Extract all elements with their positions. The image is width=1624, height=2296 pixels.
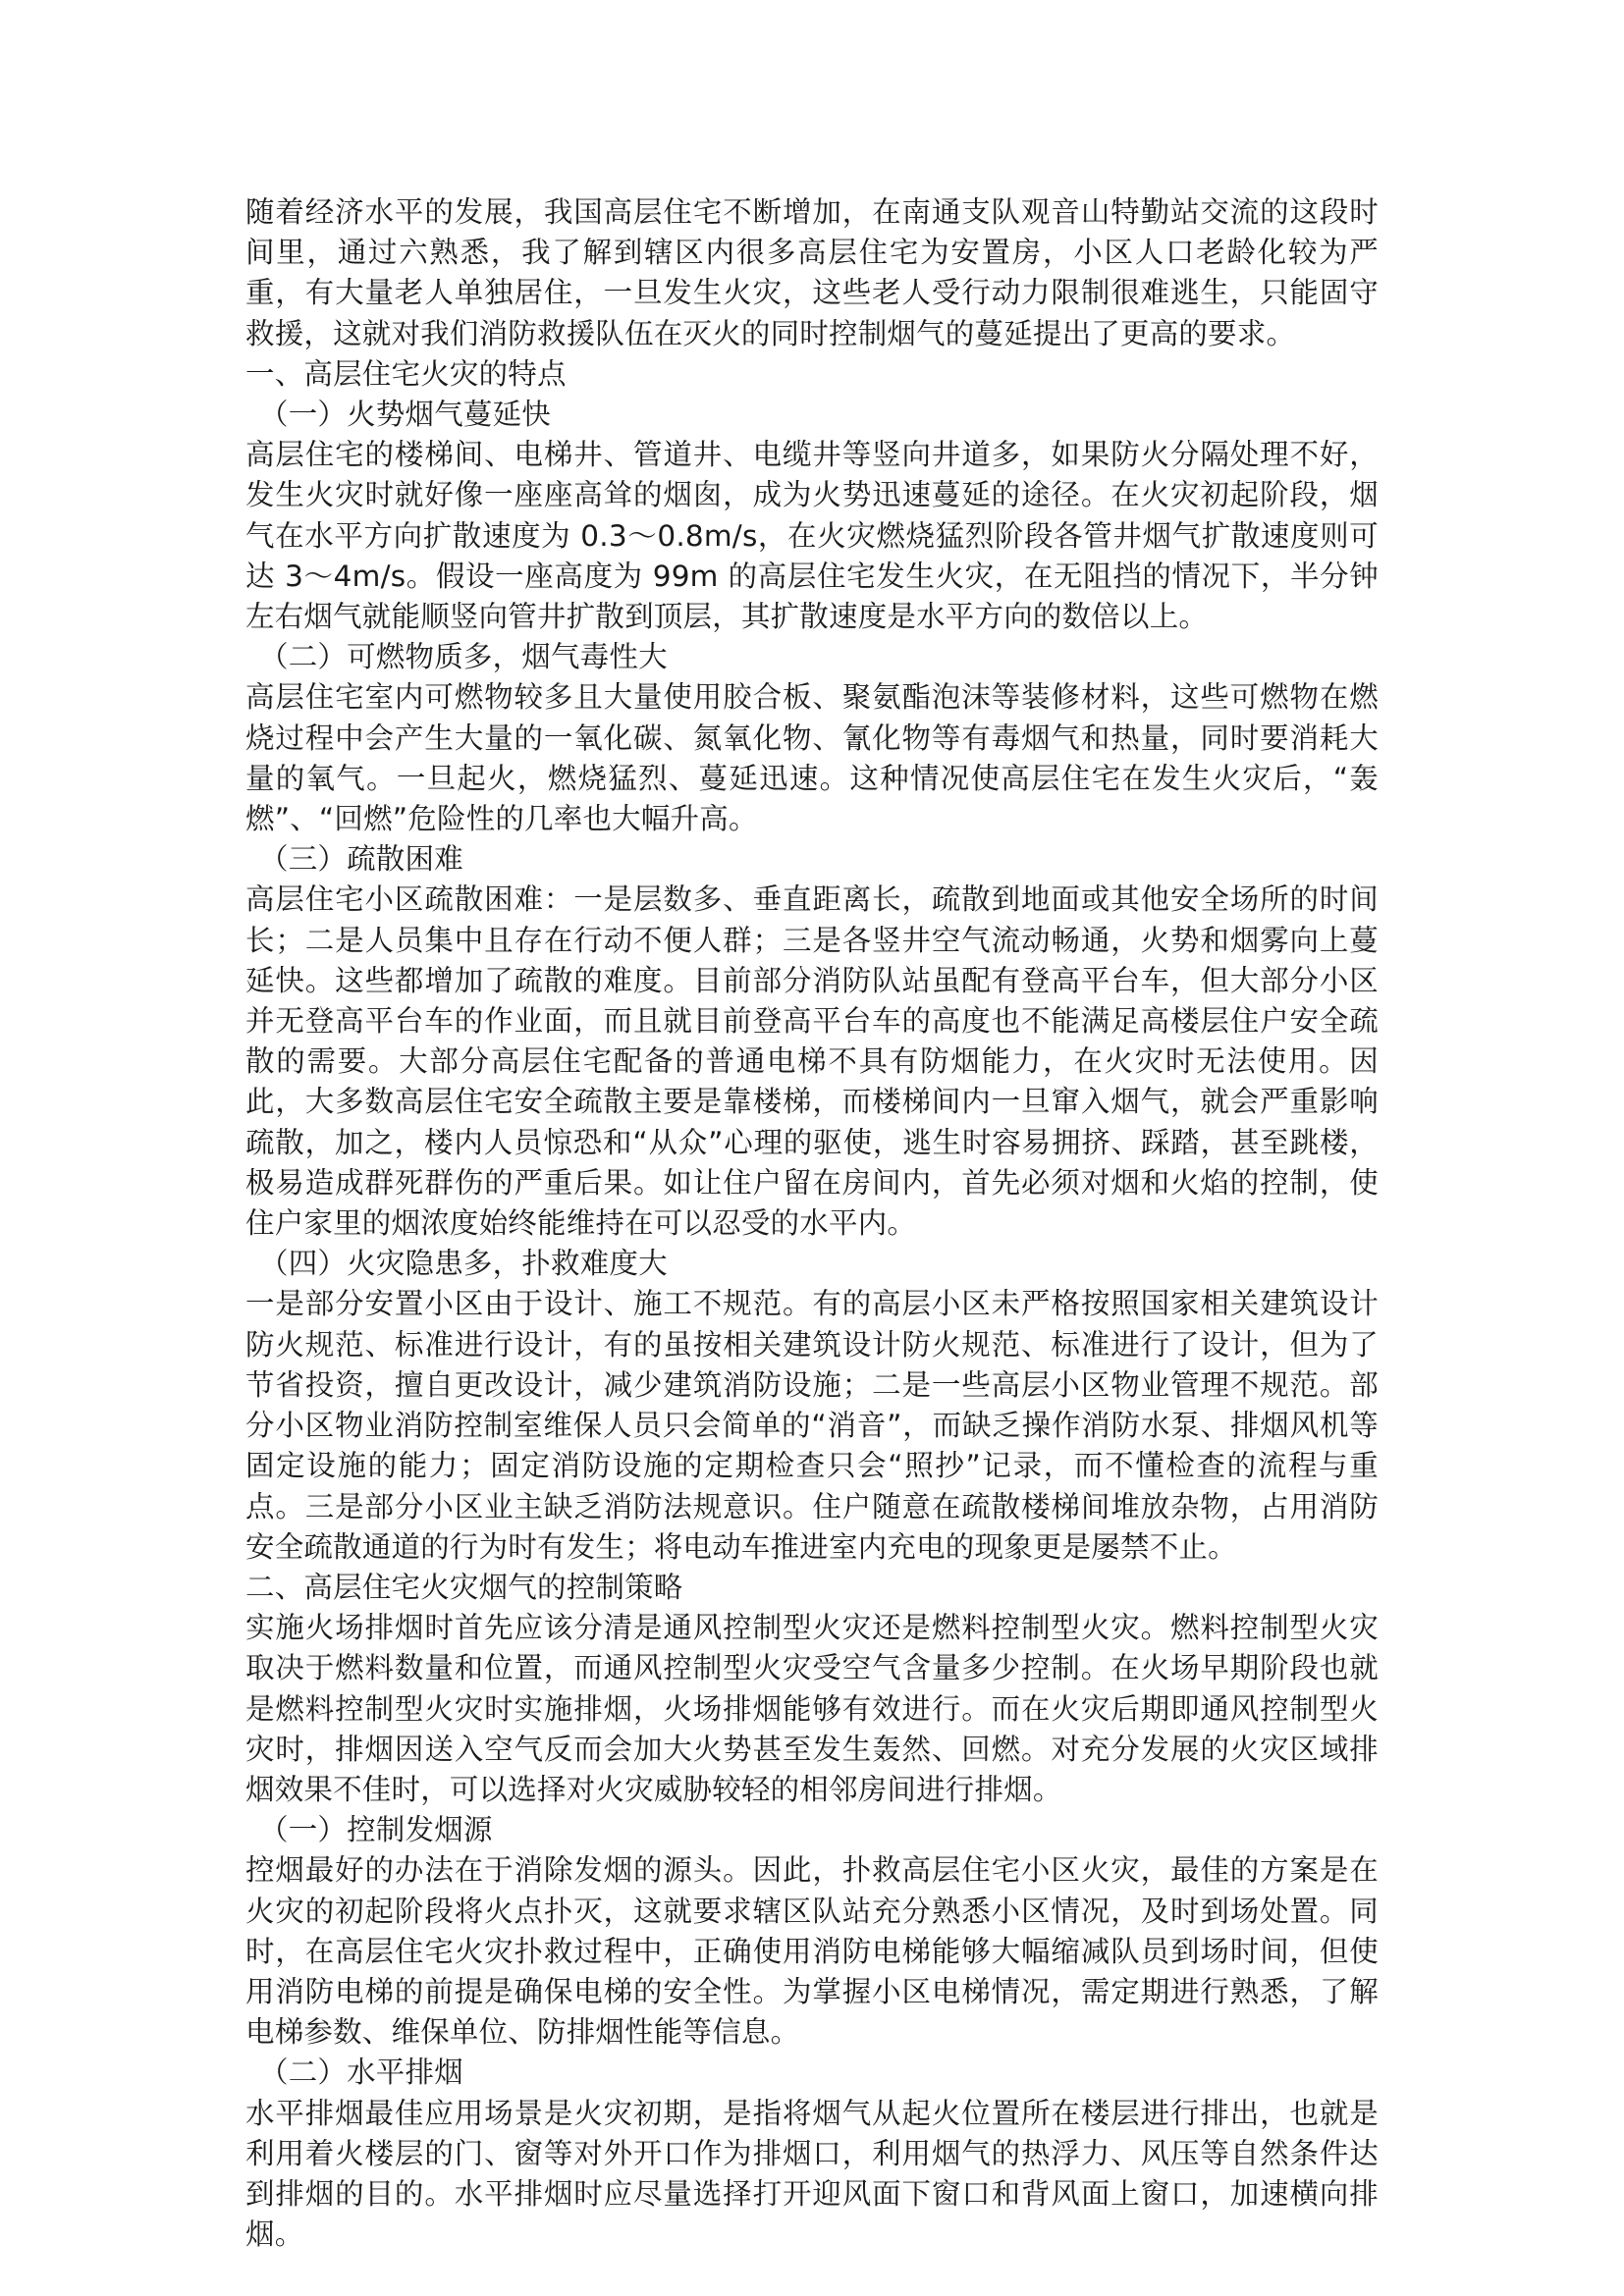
section-1-2-heading: （二）可燃物质多，烟气毒性大 [259, 640, 668, 674]
section-1-4-body: 一是部分安置小区由于设计、施工不规范。有的高层小区未严格按照国家相关建筑设计防火规范、标准进行设计，有的虽按相关建筑设计防火规范、标准进行了设计，但为了节省投资，擅自更改设计，减少建筑消防设施；二是一些高层小区物业管理不规范。部分小区物业消防控制室维保人员只会简单的“消音”，而缺乏操作消防水泵、排烟风机等固定设施的能力；固定消防设施的定期检查只会“照抄”记录，而不懂检查的流程与重点。三是部分小区业主缺乏消防法规意识。住户随意在疏散楼梯间堆放杂物，占用消防安全疏散通道的行为时有发生；将电动车推进室内充电的现象更是屡禁不止。 [245, 1287, 1379, 1564]
section-2-2-heading: （二）水平排烟 [259, 2056, 463, 2090]
section-1-title: 一、高层住宅火灾的特点 [245, 356, 567, 391]
section-1-3-heading: （三）疏散困难 [259, 842, 463, 877]
section-1-1-heading: （一）火势烟气蔓延快 [259, 398, 552, 432]
intro-paragraph: 随着经济水平的发展，我国高层住宅不断增加，在南通支队观音山特勤站交流的这段时间里，通过六熟悉，我了解到辖区内很多高层住宅为安置房，小区人口老龄化较为严重，有大量老人单独居住，一旦发生火灾，这些老人受行动力限制很难逃生，只能固守救援，这就对我们消防救援队伍在灭火的同时控制烟气的蔓延提出了更高的要求。 [245, 195, 1379, 350]
document-page [245, 192, 1379, 2255]
section-2-2-body: 水平排烟最佳应用场景是火灾初期，是指将烟气从起火位置所在楼层进行排出，也就是利用着火楼层的门、窗等对外开口作为排烟口，利用烟气的热浮力、风压等自然条件达到排烟的目的。水平排烟时应尽量选择打开迎风面下窗口和背风面上窗口，加速横向排烟。 [245, 2096, 1379, 2252]
section-2-intro: 实施火场排烟时首先应该分清是通风控制型火灾还是燃料控制型火灾。燃料控制型火灾取决于燃料数量和位置，而通风控制型火灾受空气含量多少控制。在火场早期阶段也就是燃料控制型火灾时实施排烟，火场排烟能够有效进行。而在火灾后期即通风控制型火灾时，排烟因送入空气反而会加大火势甚至发生轰然、回燃。对充分发展的火灾区域排烟效果不佳时，可以选择对火灾威胁较轻的相邻房间进行排烟。 [245, 1611, 1379, 1806]
section-1-1-body: 高层住宅的楼梯间、电梯井、管道井、电缆井等竖向井道多，如果防火分隔处理不好，发生火灾时就好像一座座高耸的烟囱，成为火势迅速蔓延的途径。在火灾初起阶段，烟气在水平方向扩散速度为 0.3～0.8m/s，在火灾燃烧猛烈阶段各管井烟气扩散速度则可达 3～4m/s。假设一座高度为 99m 的高层住宅发生火灾，在无阻挡的情况下，半分钟左右烟气就能顺竖向管井扩散到顶层，其扩散速度是水平方向的数倍以上。 [245, 438, 1379, 634]
section-2-title: 二、高层住宅火灾烟气的控制策略 [245, 1570, 683, 1604]
section-2-1-heading: （一）控制发烟源 [259, 1813, 493, 1847]
section-1-3-body: 高层住宅小区疏散困难：一是层数多、垂直距离长，疏散到地面或其他安全场所的时间长；二是人员集中且存在行动不便人群；三是各竖井空气流动畅通，火势和烟雾向上蔓延快。这些都增加了疏散的难度。目前部分消防队站虽配有登高平台车，但大部分小区并无登高平台车的作业面，而且就目前登高平台车的高度也不能满足高楼层住户安全疏散的需要。大部分高层住宅配备的普通电梯不具有防烟能力，在火灾时无法使用。因此，大多数高层住宅安全疏散主要是靠楼梯，而楼梯间内一旦窜入烟气，就会严重影响疏散，加之，楼内人员惊恐和“从众”心理的驱使，逃生时容易拥挤、踩踏，甚至跳楼，极易造成群死群伤的严重后果。如让住户留在房间内，首先必须对烟和火焰的控制，使住户家里的烟浓度始终能维持在可以忍受的水平内。 [245, 882, 1379, 1241]
section-1-4-heading: （四）火灾隐患多，扑救难度大 [259, 1247, 668, 1281]
section-1-2-body: 高层住宅室内可燃物较多且大量使用胶合板、聚氨酯泡沫等装修材料，这些可燃物在燃烧过程中会产生大量的一氧化碳、氮氧化物、氰化物等有毒烟气和热量，同时要消耗大量的氧气。一旦起火，燃烧猛烈、蔓延迅速。这种情况使高层住宅在发生火灾后，“轰燃”、“回燃”危险性的几率也大幅升高。 [245, 680, 1379, 836]
section-2-1-body: 控烟最好的办法在于消除发烟的源头。因此，扑救高层住宅小区火灾，最佳的方案是在火灾的初起阶段将火点扑灭，这就要求辖区队站充分熟悉小区情况，及时到场处置。同时，在高层住宅火灾扑救过程中，正确使用消防电梯能够大幅缩减队员到场时间，但使用消防电梯的前提是确保电梯的安全性。为掌握小区电梯情况，需定期进行熟悉，了解电梯参数、维保单位、防排烟性能等信息。 [245, 1853, 1379, 2050]
